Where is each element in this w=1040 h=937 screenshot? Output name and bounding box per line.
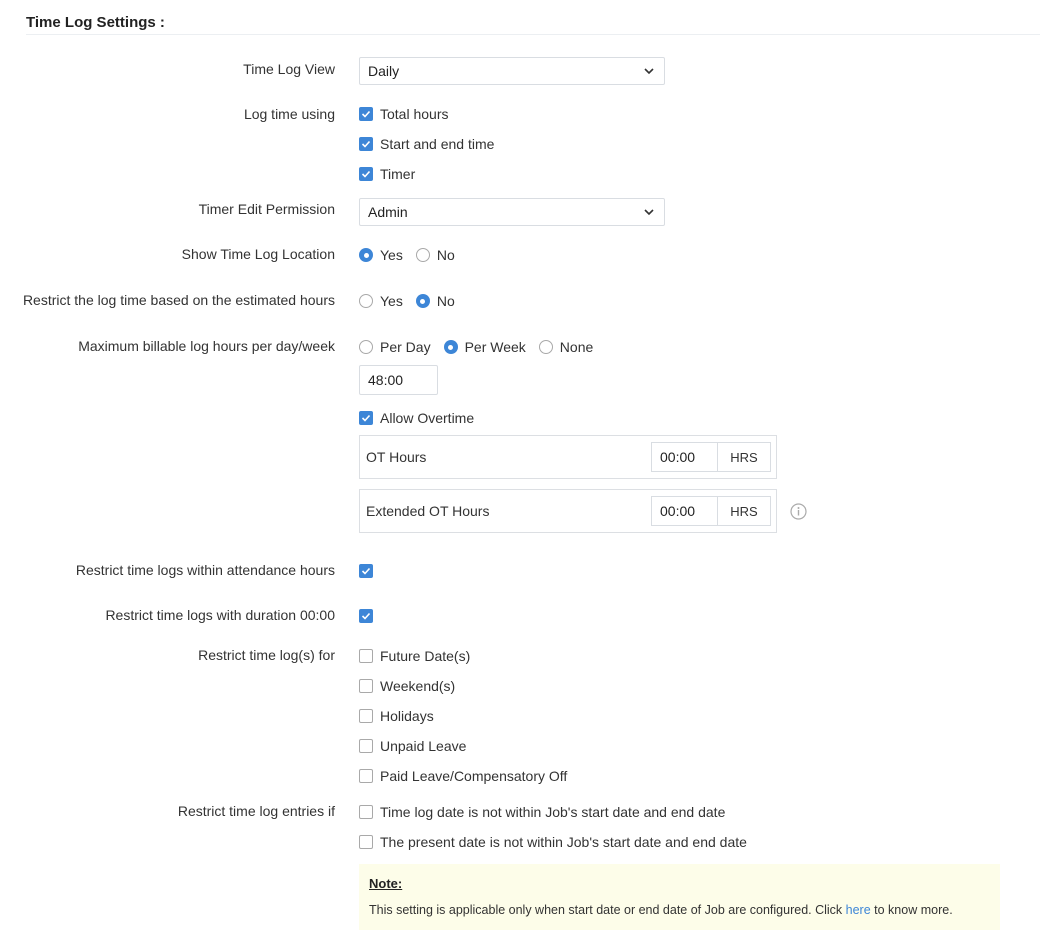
checkbox-weekends[interactable] — [359, 678, 455, 694]
restrict-duration-label: Restrict time logs with duration 00:00 — [105, 607, 335, 623]
checkbox-unchecked-icon[interactable] — [359, 769, 373, 783]
info-icon[interactable] — [790, 503, 807, 520]
ot-hours-input[interactable]: 00:00 — [651, 442, 718, 472]
max-billable-hours-input[interactable]: 48:00 — [359, 365, 438, 395]
checkbox-log-date-not-within[interactable] — [359, 804, 725, 820]
timer-edit-permission-value: Admin — [368, 204, 408, 220]
checkbox-label: Time log date is not within Job's start date and end date — [380, 804, 726, 820]
radio-unselected-icon[interactable] — [359, 294, 373, 308]
extended-ot-hours-unit: HRS — [717, 496, 771, 526]
checkbox-total-hours[interactable] — [359, 106, 448, 122]
radio-unselected-icon[interactable] — [416, 248, 430, 262]
checkbox-unchecked-icon[interactable] — [359, 649, 373, 663]
checkbox-timer[interactable] — [359, 166, 415, 182]
checkbox-restrict-attendance[interactable] — [359, 564, 373, 578]
checkbox-checked-icon[interactable] — [359, 137, 373, 151]
checkbox-label: Allow Overtime — [380, 410, 475, 426]
checkbox-unchecked-icon[interactable] — [359, 709, 373, 723]
ot-hours-unit: HRS — [717, 442, 771, 472]
radio-per-week[interactable] — [444, 339, 526, 355]
show-location-label: Show Time Log Location — [181, 246, 335, 262]
radio-label: No — [436, 293, 455, 309]
radio-no[interactable] — [416, 247, 455, 263]
note-text-end: to know more. — [870, 903, 953, 917]
checkbox-checked-icon[interactable] — [359, 609, 373, 623]
radio-label: Yes — [380, 293, 403, 309]
extended-ot-hours-label: Extended OT Hours — [366, 503, 490, 519]
radio-yes[interactable] — [359, 293, 403, 309]
max-billable-radio-group — [359, 339, 606, 355]
checkbox-label: Timer — [380, 166, 416, 182]
extended-ot-hours-input[interactable]: 00:00 — [651, 496, 718, 526]
checkbox-label: Unpaid Leave — [380, 738, 467, 754]
restrict-for-label: Restrict time log(s) for — [198, 647, 335, 663]
page-title: Time Log Settings : — [26, 14, 165, 31]
checkbox-present-date-not-within[interactable] — [359, 834, 747, 850]
note-text — [369, 903, 990, 917]
radio-per-day[interactable] — [359, 339, 431, 355]
checkbox-checked-icon[interactable] — [359, 167, 373, 181]
checkbox-label: Holidays — [380, 708, 434, 724]
ot-hours-row — [359, 435, 777, 479]
divider — [26, 34, 1040, 35]
checkbox-label: Paid Leave/Compensatory Off — [380, 768, 568, 784]
checkbox-checked-icon[interactable] — [359, 564, 373, 578]
radio-selected-icon[interactable] — [416, 294, 430, 308]
restrict-entries-label: Restrict time log entries if — [177, 803, 335, 819]
checkbox-unchecked-icon[interactable] — [359, 805, 373, 819]
checkbox-label: Total hours — [380, 106, 449, 122]
radio-label: None — [559, 339, 594, 355]
timer-edit-permission-select[interactable] — [359, 198, 665, 226]
checkbox-unpaid-leave[interactable] — [359, 738, 466, 754]
checkbox-checked-icon[interactable] — [359, 107, 373, 121]
radio-unselected-icon[interactable] — [359, 340, 373, 354]
restrict-attendance-label: Restrict time logs within attendance hours — [75, 562, 335, 578]
checkbox-unchecked-icon[interactable] — [359, 835, 373, 849]
max-billable-label: Maximum billable log hours per day/week — [78, 338, 335, 354]
radio-yes[interactable] — [359, 247, 403, 263]
note-here-link[interactable]: here — [845, 903, 871, 917]
ot-hours-label: OT Hours — [366, 449, 427, 465]
checkbox-label: Future Date(s) — [380, 648, 471, 664]
radio-label: Per Day — [380, 339, 431, 355]
radio-unselected-icon[interactable] — [539, 340, 553, 354]
checkbox-holidays[interactable] — [359, 708, 434, 724]
show-location-radio-group — [359, 247, 468, 263]
checkbox-future-dates[interactable] — [359, 648, 470, 664]
time-log-view-value: Daily — [368, 63, 400, 79]
time-log-view-select[interactable] — [359, 57, 665, 85]
checkbox-restrict-duration[interactable] — [359, 609, 373, 623]
restrict-estimated-radio-group — [359, 293, 468, 309]
log-time-using-label: Log time using — [243, 106, 335, 122]
radio-selected-icon[interactable] — [359, 248, 373, 262]
extended-ot-hours-row — [359, 489, 777, 533]
radio-label: Yes — [380, 247, 403, 263]
chevron-down-icon — [644, 66, 654, 76]
checkbox-paid-leave[interactable] — [359, 768, 567, 784]
checkbox-checked-icon[interactable] — [359, 411, 373, 425]
checkbox-start-end-time[interactable] — [359, 136, 494, 152]
radio-no[interactable] — [416, 293, 455, 309]
checkbox-unchecked-icon[interactable] — [359, 679, 373, 693]
note-text-start: This setting is applicable only when start date or end date of Job are configured. Click — [369, 903, 846, 917]
checkbox-label: Start and end time — [380, 136, 495, 152]
checkbox-unchecked-icon[interactable] — [359, 739, 373, 753]
radio-none[interactable] — [539, 339, 593, 355]
note-title: Note: — [369, 876, 403, 891]
chevron-down-icon — [644, 207, 654, 217]
note-box — [359, 864, 1000, 930]
radio-label: Per Week — [464, 339, 526, 355]
radio-selected-icon[interactable] — [444, 340, 458, 354]
radio-label: No — [436, 247, 455, 263]
timer-edit-permission-label: Timer Edit Permission — [198, 201, 335, 217]
checkbox-allow-overtime[interactable] — [359, 410, 474, 426]
checkbox-label: Weekend(s) — [380, 678, 456, 694]
restrict-estimated-label: Restrict the log time based on the estimated hours — [22, 292, 335, 308]
checkbox-label: The present date is not within Job's start date and end date — [380, 834, 747, 850]
time-log-view-label: Time Log View — [243, 61, 335, 77]
